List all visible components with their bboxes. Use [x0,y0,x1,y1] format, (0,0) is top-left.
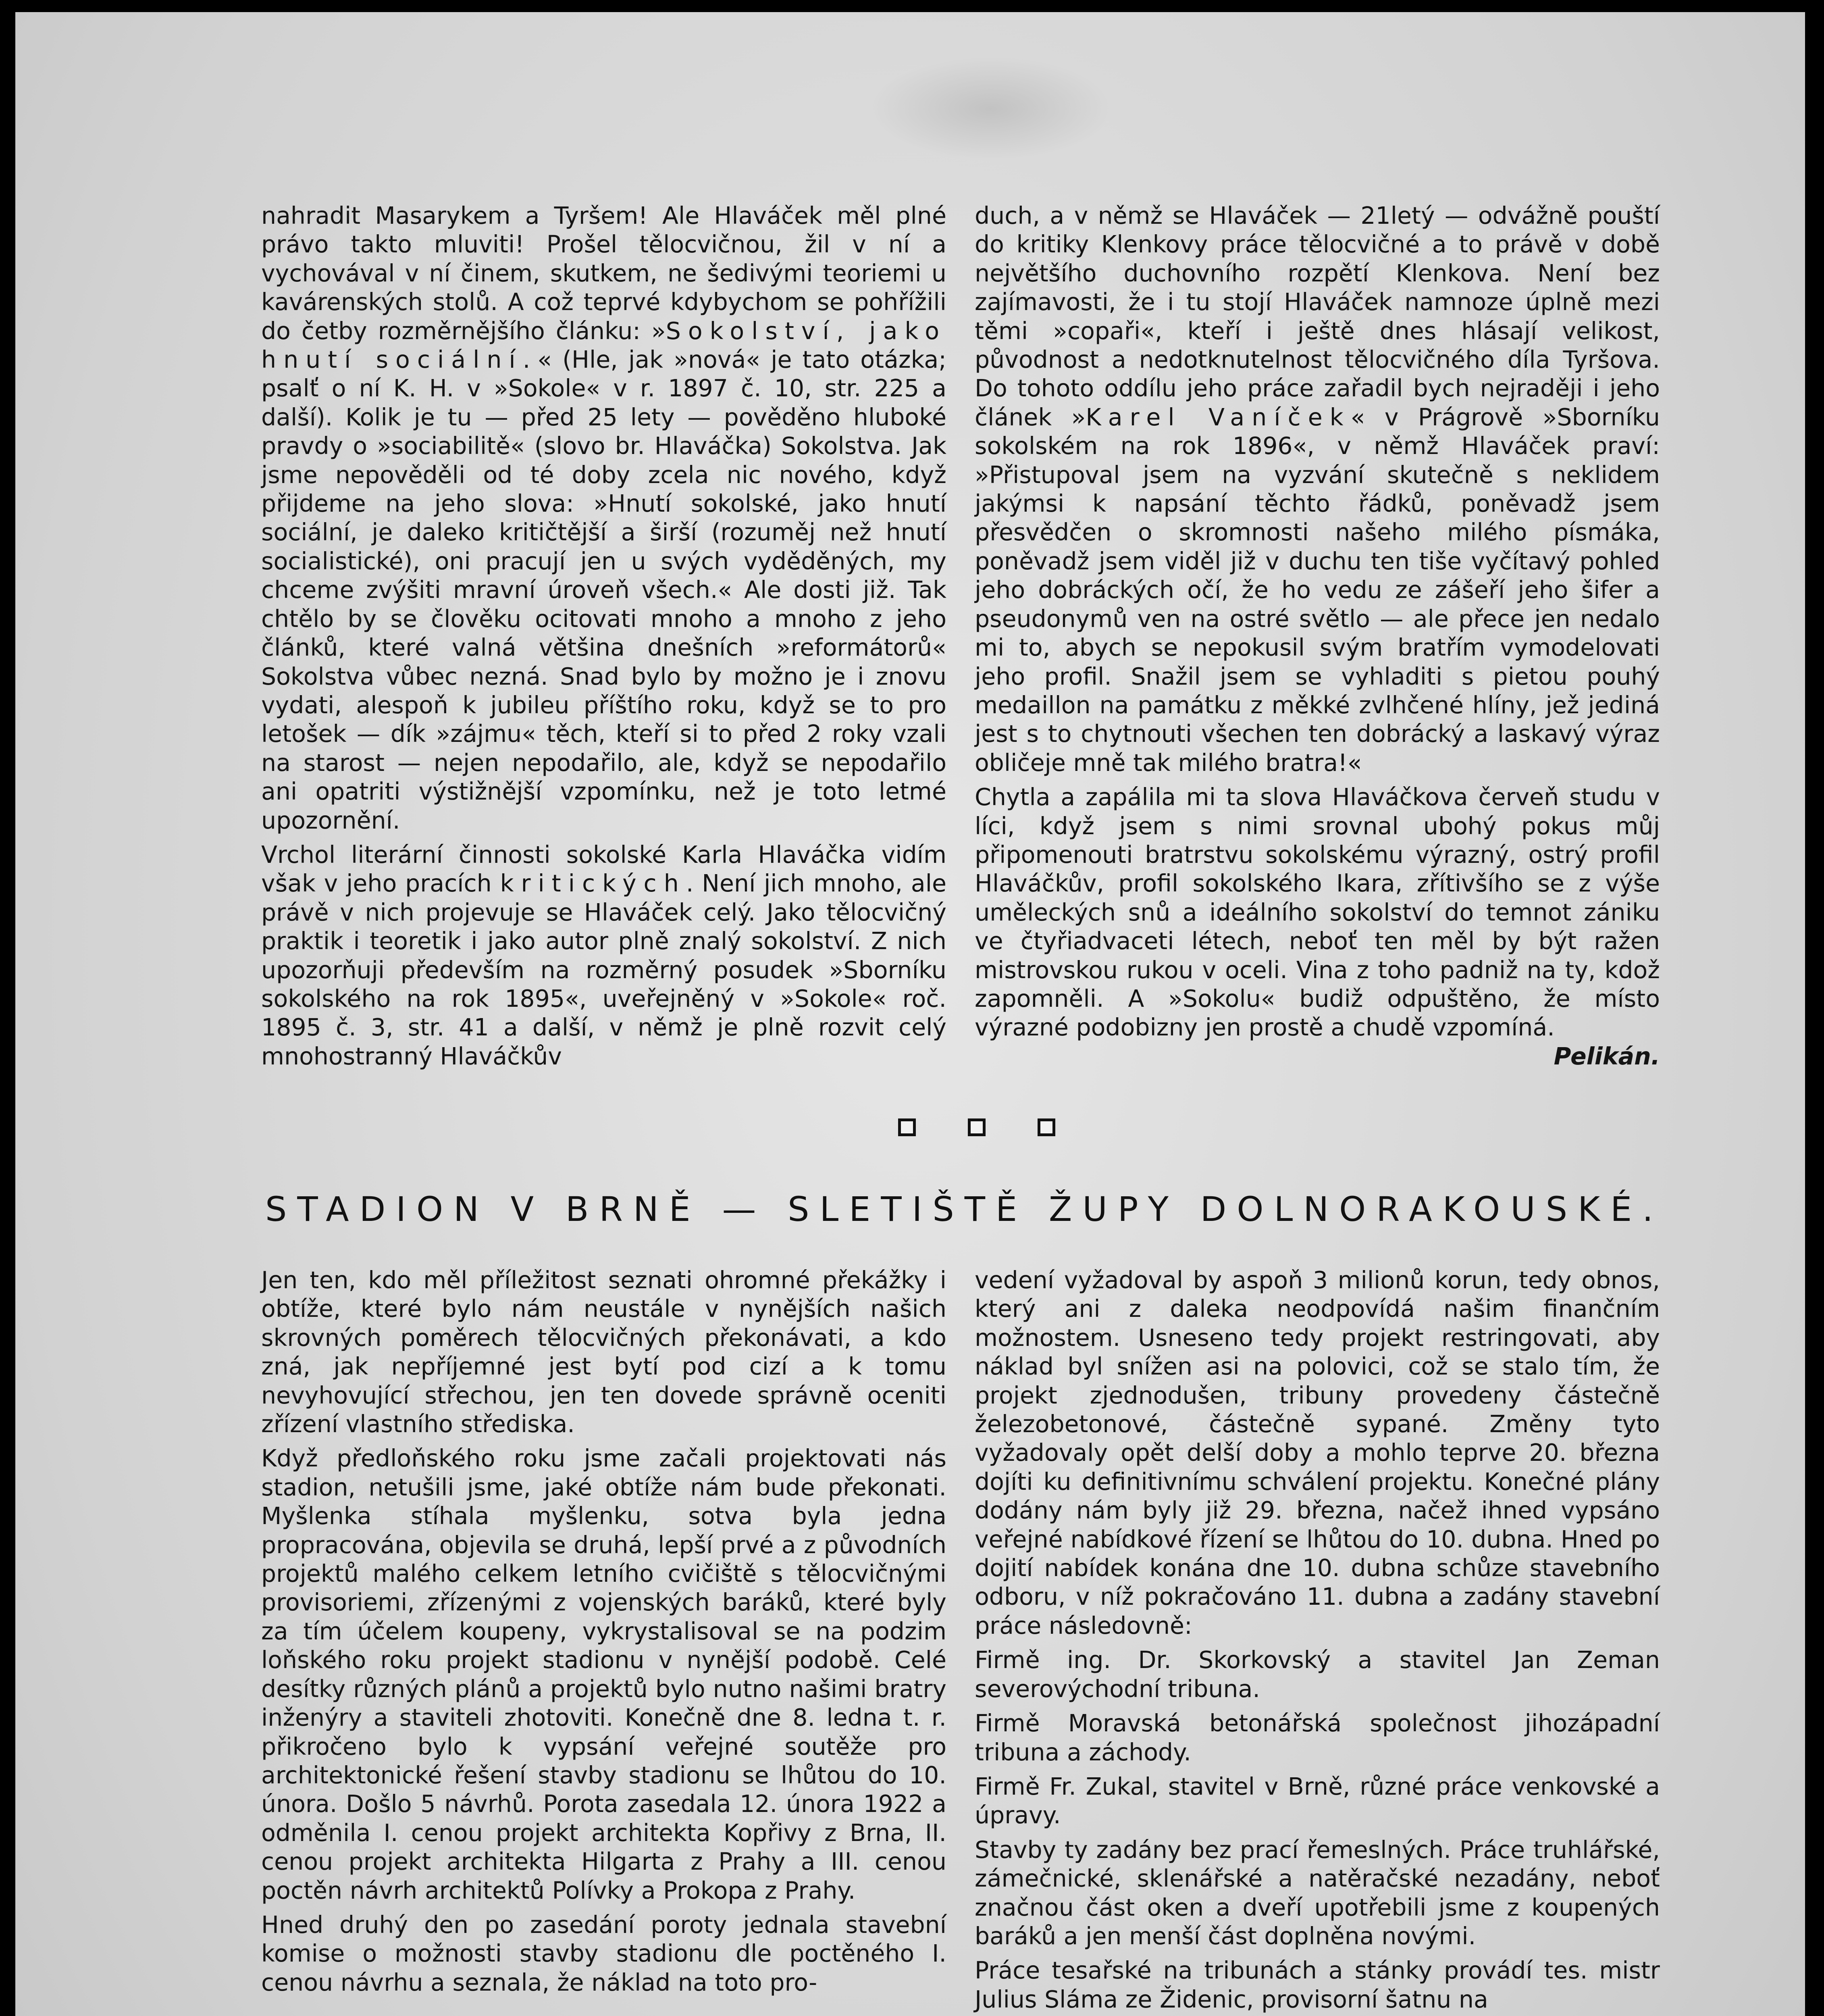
paragraph: Jen ten, kdo měl příležitost seznati ohromné překážky i obtíže, které bylo nám neustále v nynějších našich skrovných poměrech tělocvičných překonávati, a kdo zná, jak nepříjemné jest bytí pod cizí a k tomu nevyhovující střechou, jen ten dovede správně oceniti zřízení vlastního střediska. [261,1266,946,1438]
square-outline-icon [1038,1118,1055,1136]
text-run: nahradit Masarykem a Tyršem! Ale Hlaváček měl plné právo takto mluviti! Prošel tělocvičnou, žil v ní a vychovával v ní činem, skutkem, ne šedivými teoriemi u kavárenských stolů. A což teprvé kdybychom se pohřížili do četby rozměrnějšího článku: » [261,202,946,345]
paragraph: Stavby ty zadány bez prací řemeslných. Práce truhlářské, zámečnické, sklenářské a natěračské nezadány, neboť značnou část oken a dveří upotřebili jsme z koupených baráků a jen menší část doplněna novými. [975,1836,1660,1950]
text-run: Vrchol literární činnosti sokolské Karla Hlaváčka vidím však v jeho pracích [261,841,946,898]
spaced-word: kritických [500,870,686,898]
paragraph: Když předloňského roku jsme začali projektovati nás stadion, netušili jsme, jaké obtíže nám bude překonati. Myšlenka stíhala myšlenku, sotva byla jedna propracována, objevila se druhá, lepší prvé a z původních projektů malého celkem letního cvičiště s tělocvičnými provisoriemi, zřízenými z vojenských baráků, které byly za tím účelem koupeny, vykrystalisoval se na podzim loňského roku projekt stadionu v nynější podobě. Celé desítky různých plánů a projektů bylo nutno našimi bratry inženýry a staviteli zhotoviti. Konečně dne 8. ledna t. r. přikročeno bylo k vypsání veřejné soutěže pro architektonické řešení stavby stadionu se lhůtou do 10. února. Došlo 5 návrhů. Porota zasedala 12. února 1922 a odměnila I. cenou projekt architekta Kopřivy z Brna, II. cenou projekt architekta Hilgarta z Prahy a III. cenou poctěn návrh architektů Polívky a Prokopa z Prahy. [261,1445,946,1904]
paragraph: Firmě Moravská betonářská společnost jihozápadní tribuna a záchody. [975,1710,1660,1766]
text-run: . Není jich mnoho, ale právě v nich projevuje se Hlaváček celý. Jako tělocvičný praktik i teoretik i jako autor plně znalý sokolství. Z nich upozorňuji především na rozměrný posudek »Sborníku sokolského na rok 1895«, uveřejněný v »Sokole« roč. 1895 č. 3, str. 41 a další, v němž je plně rozvit celý mnohostranný Hlaváčkův [261,870,946,1070]
paragraph: Práce tesařské na tribunách a stánky provádí tes. mistr Julius Sláma ze Židenic, provisorní šatnu na [975,1957,1660,2013]
article-headline: STADION V BRNĚ — SLETIŠTĚ ŽUPY DOLNORAKOUSKÉ. [265,1189,1664,1229]
paragraph [261,202,946,835]
paragraph: Hned druhý den po zasedání poroty jednala stavební komise o možnosti stavby stadionu dle poctěného I. cenou návrhu a seznala, že náklad na toto pro- [261,1911,946,1996]
section-separator [898,1116,1055,1140]
top-right-column [975,202,1660,1071]
text-run: « (Hle, jak »nová« je tato otázka; psalť o ní K. H. v »Sokole« v r. 1897 č. 10, str. 225 a další). Kolik je tu — před 25 lety — pověděno hluboké pravdy o »sociabilitě« (slovo br. Hlaváčka) Sokolstva. Jak jsme nepověděli od té doby zcela nic nového, když přijdeme na jeho slova: »Hnutí sokolské, jako hnutí sociální, je daleko kritičtější a širší (rozuměj než hnutí socialistické), oni pracují jen u svých vyděděných, my chceme zvýšiti mravní úroveň všech.« Ale dosti již. Tak chtělo by se člověku ocitovati mnoho a mnoho z jeho článků, které valná většina dnešních »reformátorů« Sokolstva vůbec nezná. Snad bylo by možno je i znovu vydati, alespoň k jubileu příštího roku, když se to pro letošek — dík »zájmu« těch, kteří si to před 2 roky vzali na starost — nejen nepodařilo, ale, když se nepodařilo ani opatriti výstižnější vzpomínku, než je toto letmé upozornění. [261,346,946,834]
top-left-column [261,202,946,1077]
spaced-title: Karel Vaníček [1086,403,1351,431]
text-run: « v Prágrově »Sborníku sokolském na rok 1896«, v němž Hlaváček praví: »Přistupoval jsem na vyzvání skutečně s neklidem jakýmsi k napsání těchto řádků, poněvadž jsem přesvědčen o skromnosti našeho milého písmáka, poněvadž jsem viděl již v duchu ten tiše vyčítavý pohled jeho dobráckých očí, že ho vedu ze zášeří jeho šifer a pseudonymů ven na ostré světlo — ale přece jen nedalo mi to, abych se nepokusil svým bratřím vymodelovati jeho profil. Snažil jsem se vyhladiti s pietou pouhý medaillon na památku z měkké zvlhčené hlíny, jež jediná jest s to chytnouti všechen ten dobrácký a laskavý výraz obličeje mně tak milého bratra!« [975,403,1660,777]
document-page [15,12,1805,2016]
bottom-left-column [261,1266,946,2003]
author-signature: Pelikán. [1554,1042,1660,1070]
square-outline-icon [898,1118,916,1136]
square-outline-icon [968,1118,986,1136]
paragraph: Firmě ing. Dr. Skorkovský a stavitel Jan Zeman severovýchodní tribuna. [975,1646,1660,1703]
paragraph [261,841,946,1071]
text-run: Chytla a zapálila mi ta slova Hlaváčkova červeň studu v líci, když jsem s nimi srovnal ubohý pokus můj připomenouti bratrstvu sokolskému výrazný, ostrý profil Hlaváčkův, profil sokolského Ikara, zřítivšího se z výše uměleckých snů a ideálního sokolství do temnot zániku ve čtyřiadvaceti létech, neboť ten měl by být ražen mistrovskou rukou v oceli. Vina z toho padniž na ty, kdož zapomněli. A »Sokolu« budiž odpuštěno, že místo výrazné podobizny jen prostě a chudě vzpomíná. [975,783,1660,1041]
spaced-title: Sokolství, jako hnutí sociální. [261,317,946,374]
paragraph: Firmě Fr. Zukal, stavitel v Brně, různé práce venkovské a úpravy. [975,1772,1660,1829]
scan-smudge [870,56,1112,161]
paragraph [975,783,1660,1070]
paragraph: vedení vyžadoval by aspoň 3 milionů korun, tedy obnos, který ani z daleka neodpovídá našim finančním možnostem. Usneseno tedy projekt restringovati, aby náklad byl snížen asi na polovici, což se stalo tím, že projekt zjednodušen, tribuny provedeny částečně železobetonové, částečně sypané. Změny tyto vyžadovaly opět delší doby a mohlo teprve 20. března dojíti ku definitivnímu schválení projektu. Konečné plány dodány nám byly již 29. března, načež ihned vypsáno veřejné nabídkové řízení se lhůtou do 10. dubna. Hned po dojití nabídek konána dne 10. dubna schůze stavebního odboru, v níž pokračováno 11. dubna a zadány stavební práce následovně: [975,1266,1660,1639]
text-run: duch, a v němž se Hlaváček — 21letý — odvážně pouští do kritiky Klenkovy práce tělocvičné a to právě v době největšího duchovního rozpětí Klenkova. Není bez zajímavosti, že i tu stojí Hlaváček namnoze úplně mezi těmi »copaři«, kteří i ještě dnes hlásají velikost, původnost a nedotknutelnost tělocvičného díla Tyršova. Do tohoto oddílu jeho práce zařadil bych nejraději i jeho článek » [975,202,1660,431]
paragraph [975,202,1660,777]
bottom-right-column [975,1266,1660,2016]
